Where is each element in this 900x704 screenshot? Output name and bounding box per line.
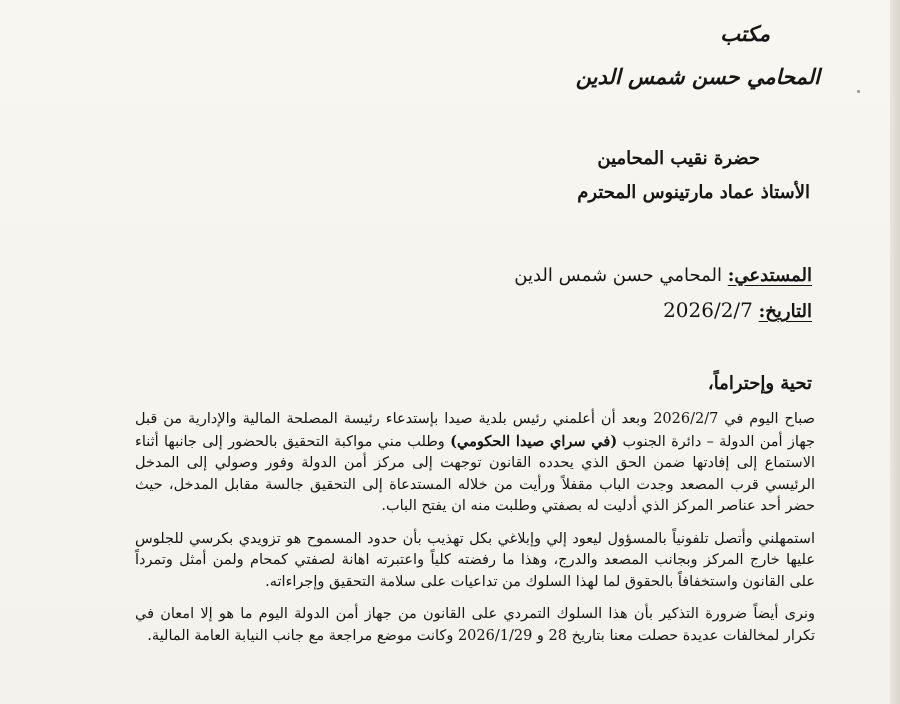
paper-speck [857, 90, 860, 93]
meta-block [420, 262, 812, 332]
body-paragraph-1-part-a: صباح اليوم في 2026/2/7 وبعد أن أعلمني رئيس بلدية صيدا بإستدعاء رئيسة المصلحة المالية والإدارية من قبل جهاز أمن الدولة – دائرة الجنوب [135, 411, 815, 450]
salutation: تحية وإحتراماً، [707, 373, 812, 394]
body-paragraph-1-part-b: وطلب مني مواكبة التحقيق بالحضور إلى جانبها أثناء الاستماع إلى إفادتها ضمن الحق الذي يحدده القانون توجهت إلى مركز أمن الدولة وفور وصولي إلى المدخل الرئيسي قرب المصعد وجدت الباب مقفلاً ورأيت من خلاله المستدعاة إلى التحقيق جالسة مقابل المدخل، حيث حضر أحد عناصر المركز الذي أدليت له بصفتي وطلبت منه ان يفتح الباب. [135, 433, 815, 514]
body-paragraph-3: ونرى أيضاً ضرورة التذكير بأن هذا السلوك التمردي على القانون من جهاز أمن الدولة اليوم ما هو إلا امعان في تكرار لمخالفات عديدة حصلت معنا بتاريخ 28 و 2026/1/29 وكانت موضع مراجعة مع جانب النيابة العامة المالية. [135, 606, 815, 644]
date-value: 2026/2/7 [663, 298, 753, 322]
date-row [420, 296, 812, 326]
summoned-row [420, 262, 812, 290]
body-paragraph-2: استمهلني وأتصل تلفونياً بالمسؤول ليعود إلي وإبلاغي بكل تهذيب بأن حدود المسموح هو تزويدي بكرسي للجلوس عليها خارج المركز وبجانب المصعد والدرج، وهذا ما رفضته كلياً واعتبرته اهانة لصفتي كمحام ولمن أمثل وتمرداً على القانون واستخفافاً بالحقوق لما لهذا السلوك من تداعيات على سلامة التحقيق وإجراءاته. [135, 530, 815, 590]
letter-body [135, 409, 815, 658]
letterhead-office-label: مكتب [720, 21, 770, 46]
recipient-block [420, 145, 810, 207]
letterhead-lawyer-name: المحامي حسن شمس الدين [575, 64, 820, 89]
letterhead [520, 20, 820, 92]
recipient-line-1: حضرة نقيب المحامين [597, 148, 760, 169]
recipient-line-2: الأستاذ عماد مارتينوس المحترم [577, 182, 810, 203]
body-paragraph-1 [135, 409, 815, 518]
summoned-value: المحامي حسن شمس الدين [514, 265, 723, 286]
page-edge-shadow [890, 0, 900, 704]
date-label: التاريخ: [758, 301, 812, 322]
body-paragraph-1-bold: (في سراي صيدا الحكومي) [450, 432, 618, 450]
summoned-label: المستدعي: [727, 265, 812, 286]
